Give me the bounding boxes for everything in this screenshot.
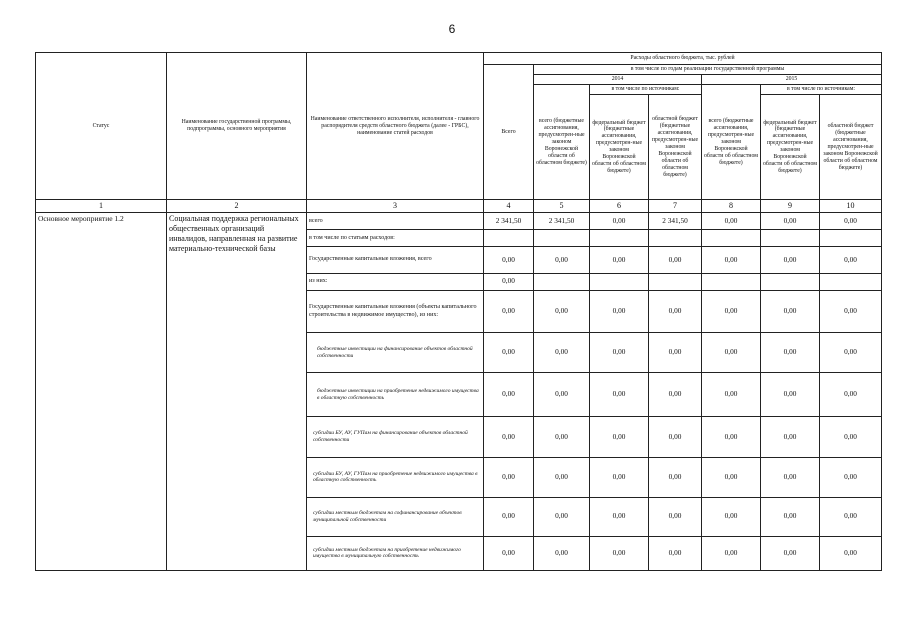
value-cell: 0,00 (702, 457, 761, 497)
col-number: 10 (820, 200, 882, 213)
value-cell: 0,00 (590, 290, 649, 332)
header-2014-by-sources: в том числе по источникам: (590, 85, 702, 95)
col-number: 1 (36, 200, 167, 213)
value-cell: 2 341,50 (484, 213, 534, 230)
value-cell: 0,00 (649, 457, 702, 497)
value-cell: 0,00 (702, 333, 761, 372)
budget-table (35, 52, 882, 571)
value-cell: 0,00 (649, 247, 702, 273)
value-cell: 0,00 (702, 247, 761, 273)
value-cell: 0,00 (649, 417, 702, 457)
value-cell: 0,00 (820, 498, 882, 536)
value-cell: 0,00 (534, 417, 590, 457)
row-label: бюджетные инвестиции на финансирование объектов областной собственности (307, 333, 484, 372)
value-cell: 0,00 (761, 290, 820, 332)
header-2014-federal: федеральный бюджет (бюджетные ассигнования, предусмотрен-ные законом Воронежской области об областном бюджете) (590, 95, 649, 200)
value-cell: 0,00 (702, 290, 761, 332)
value-cell: 0,00 (761, 498, 820, 536)
value-cell (649, 273, 702, 290)
row-label: субсидии местным бюджетам на софинансирование объектов муниципальной собственности (307, 498, 484, 536)
value-cell (534, 273, 590, 290)
value-cell: 0,00 (761, 536, 820, 571)
value-cell (590, 230, 649, 247)
value-cell: 0,00 (534, 290, 590, 332)
header-executor: Наименование ответственного исполнителя, исполнителя - главного распорядителя средств областного бюджета (далее - ГРБС), наименование статей расходов (307, 53, 484, 200)
value-cell: 0,00 (590, 213, 649, 230)
value-cell: 0,00 (484, 457, 534, 497)
header-status: Статус (36, 53, 167, 200)
row-label: Государственные капитальные вложения (объекты капитального строительства в недвижимое имущество), из них: (307, 290, 484, 332)
value-cell: 0,00 (484, 417, 534, 457)
value-cell (761, 230, 820, 247)
value-cell: 0,00 (534, 498, 590, 536)
value-cell (590, 273, 649, 290)
value-cell (761, 273, 820, 290)
value-cell (820, 230, 882, 247)
row-label: всего (307, 213, 484, 230)
value-cell: 0,00 (702, 417, 761, 457)
value-cell (484, 230, 534, 247)
program-cell: Социальная поддержка региональных общественных организаций инвалидов, направленная на развитие материально-технической базы (167, 213, 307, 571)
value-cell (702, 273, 761, 290)
value-cell (702, 230, 761, 247)
col-number: 9 (761, 200, 820, 213)
value-cell: 0,00 (484, 273, 534, 290)
value-cell: 0,00 (590, 247, 649, 273)
value-cell: 0,00 (649, 536, 702, 571)
header-by-years: в том числе по годам реализации государственной программы (534, 65, 882, 75)
value-cell: 0,00 (484, 333, 534, 372)
value-cell: 0,00 (820, 417, 882, 457)
value-cell: 0,00 (484, 372, 534, 416)
row-label: субсидии местным бюджетам на приобретение недвижимого имущества в муниципальную собственность (307, 536, 484, 571)
header-year-2014: 2014 (534, 75, 702, 85)
value-cell: 0,00 (649, 372, 702, 416)
value-cell: 0,00 (534, 247, 590, 273)
value-cell: 0,00 (649, 333, 702, 372)
value-cell: 0,00 (820, 290, 882, 332)
value-cell: 0,00 (761, 333, 820, 372)
value-cell: 2 341,50 (649, 213, 702, 230)
value-cell: 0,00 (761, 247, 820, 273)
value-cell (820, 273, 882, 290)
value-cell: 0,00 (534, 536, 590, 571)
value-cell: 0,00 (649, 498, 702, 536)
value-cell: 0,00 (820, 457, 882, 497)
value-cell: 0,00 (702, 372, 761, 416)
value-cell: 0,00 (590, 417, 649, 457)
col-number: 7 (649, 200, 702, 213)
value-cell: 0,00 (820, 213, 882, 230)
row-label: в том числе по статьям расходов: (307, 230, 484, 247)
value-cell: 0,00 (484, 498, 534, 536)
col-number: 8 (702, 200, 761, 213)
value-cell (534, 230, 590, 247)
header-2014-all: всего (бюджетные ассигнования, предусмотрен-ные законом Воронежской области об областном бюджете) (534, 85, 590, 200)
value-cell: 0,00 (761, 372, 820, 416)
value-cell: 0,00 (761, 457, 820, 497)
value-cell: 0,00 (534, 457, 590, 497)
header-2015-by-sources: в том числе по источникам: (761, 85, 882, 95)
value-cell: 0,00 (761, 213, 820, 230)
value-cell: 0,00 (702, 536, 761, 571)
header-total: Всего (484, 65, 534, 200)
col-number: 5 (534, 200, 590, 213)
value-cell: 0,00 (534, 333, 590, 372)
value-cell: 0,00 (702, 213, 761, 230)
value-cell: 0,00 (590, 498, 649, 536)
header-2015-all: всего (бюджетные ассигнования, предусмотрен-ные законом Воронежской области об областном бюджете) (702, 85, 761, 200)
value-cell: 0,00 (820, 333, 882, 372)
header-year-2015: 2015 (702, 75, 882, 85)
header-expenses-title: Расходы областного бюджета, тыс. рублей (484, 53, 882, 65)
row-label: бюджетные инвестиции на приобретение недвижимого имущества в областную собственность (307, 372, 484, 416)
col-number: 6 (590, 200, 649, 213)
value-cell: 2 341,50 (534, 213, 590, 230)
row-label: из них: (307, 273, 484, 290)
value-cell: 0,00 (820, 372, 882, 416)
header-2015-federal: федеральный бюджет (бюджетные ассигнования, предусмотрен-ные законом Воронежской области об областном бюджете) (761, 95, 820, 200)
row-label: субсидии БУ, АУ, ГУПам на финансирование объектов областной собственности (307, 417, 484, 457)
row-label: Государственные капитальные вложения, всего (307, 247, 484, 273)
header-program-name: Наименование государственной программы, подпрограммы, основного мероприятия (167, 53, 307, 200)
value-cell: 0,00 (761, 417, 820, 457)
value-cell: 0,00 (590, 457, 649, 497)
value-cell: 0,00 (820, 247, 882, 273)
value-cell: 0,00 (484, 247, 534, 273)
header-2015-regional: областной бюджет (бюджетные ассигнования, предусмотрен-ные законом Воронежской области об областном бюджете) (820, 95, 882, 200)
status-cell: Основное мероприятие 1.2 (36, 213, 167, 571)
value-cell: 0,00 (820, 536, 882, 571)
value-cell: 0,00 (702, 498, 761, 536)
value-cell: 0,00 (484, 290, 534, 332)
header-2014-regional: областной бюджет (бюджетные ассигнования, предусмотрен-ные законом Воронежской области об областном бюджете) (649, 95, 702, 200)
value-cell: 0,00 (534, 372, 590, 416)
col-number: 3 (307, 200, 484, 213)
value-cell: 0,00 (590, 536, 649, 571)
col-number: 2 (167, 200, 307, 213)
page-number: 6 (448, 22, 456, 36)
col-number: 4 (484, 200, 534, 213)
value-cell: 0,00 (484, 536, 534, 571)
value-cell (649, 230, 702, 247)
value-cell: 0,00 (649, 290, 702, 332)
value-cell: 0,00 (590, 372, 649, 416)
value-cell: 0,00 (590, 333, 649, 372)
row-label: субсидии БУ, АУ, ГУПам на приобретение недвижимого имущества в областную собственность (307, 457, 484, 497)
